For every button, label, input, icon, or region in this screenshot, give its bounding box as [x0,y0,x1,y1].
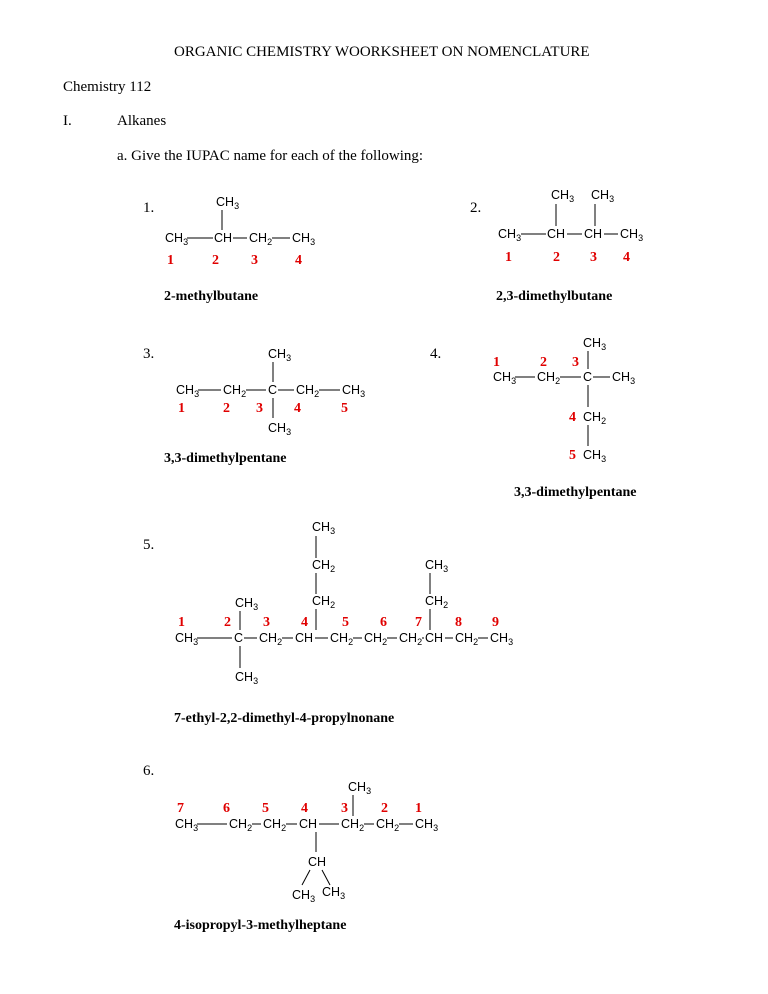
p6-ch3-isopropyl-right: $CH_3$ [322,885,346,901]
p4-num: 3 [572,355,579,370]
p1-ch3-c1: $CH_3$ [165,231,189,247]
p5-num: 7 [415,615,422,630]
p6-ch2-c5: $CH_2$ [263,817,287,833]
p1-ch3-branch: $CH_3$ [216,195,240,211]
p2-ch3-branch: $CH_3$ [551,188,575,204]
p5-num: 8 [455,615,462,630]
page-title: ORGANIC CHEMISTRY WOORKSHEET ON NOMENCLATURE [174,44,590,60]
structure-problem-1 [165,195,315,268]
p1-num: 3 [251,253,258,268]
p2-num: 3 [590,250,597,265]
p5-num: 2 [224,615,231,630]
p5-ch2-c6b: $CH_2$ [399,631,423,647]
p6-ch-isopropyl: CH [308,855,327,869]
p3-ch3-bottom: $CH_3$ [268,421,292,437]
structure-problem-4 [493,336,635,464]
problem-5-number: 5. [143,537,155,553]
p3-num: 3 [256,401,263,416]
p2-num: 2 [553,250,560,265]
p2-ch3-c4: $CH_3$ [620,227,644,243]
p3-num: 4 [294,401,301,416]
p5-num: 5 [342,615,349,630]
p1-num: 2 [212,253,219,268]
problem-2-number: 2. [470,200,482,216]
p5-ch2-c8: $CH_2$ [455,631,479,647]
p3-ch3-c1: $CH_3$ [176,383,200,399]
p5-ch-c4: CH [295,631,314,645]
problem-4-answer: 3,3-dimethylpentane [514,485,637,500]
p5-ch3-ethyl-2: $CH_3$ [425,558,449,574]
p5-ch3-c9: $CH_3$ [490,631,514,647]
p1-num: 1 [167,253,174,268]
p6-ch2-c6: $CH_2$ [229,817,253,833]
p5-num: 9 [492,615,499,630]
problem-2-answer: 2,3-dimethylbutane [496,289,613,304]
p5-ch2-ethyl-1: $CH_2$ [425,594,449,610]
p2-ch-c2: CH [547,227,566,241]
p2-ch3-c1: $CH_3$ [498,227,522,243]
p5-num: 3 [263,615,270,630]
p6-bond [302,870,310,885]
p2-num: 1 [505,250,512,265]
p6-ch3-methyl: $CH_3$ [348,780,372,796]
structure-problem-5 [175,520,513,686]
p6-num: 3 [341,801,348,816]
problem-5-answer: 7-ethyl-2,2-dimethyl-4-propylnonane [174,711,395,726]
part-a-instruction: a. Give the IUPAC name for each of the following: [117,148,424,164]
p6-ch-c4: CH [299,817,318,831]
p5-c-c2: C [234,631,244,645]
p3-c-c3: C [268,383,278,397]
p6-ch3-c7: $CH_3$ [175,817,199,833]
p5-ch3-propyl-3: $CH_3$ [312,520,336,536]
p5-ch2-c5: $CH_2$ [330,631,354,647]
p2-ch3-branch: $CH_3$ [591,188,615,204]
p1-ch2-c3: $CH_2$ [249,231,273,247]
p4-ch3-right: $CH_3$ [612,370,636,386]
p5-num: 6 [380,615,387,630]
problem-3-answer: 3,3-dimethylpentane [164,451,287,466]
p6-num: 7 [177,801,184,816]
p5-ch2-c3: $CH_2$ [259,631,283,647]
p4-num: 5 [569,448,576,463]
p4-ch3-c5: $CH_3$ [583,448,607,464]
p5-ch3-c2-bottom: $CH_3$ [235,670,259,686]
p3-ch2-c2: $CH_2$ [223,383,247,399]
problem-4-number: 4. [430,346,442,362]
p6-num: 6 [223,801,230,816]
p5-ch2-propyl-2: $CH_2$ [312,558,336,574]
p5-num: 1 [178,615,185,630]
p4-num: 2 [540,355,547,370]
structure-problem-2 [498,188,643,265]
section-title: Alkanes [117,113,167,129]
p4-c-c3: C [583,370,593,384]
p6-ch3-isopropyl-left: $CH_3$ [292,888,316,904]
p2-num: 4 [623,250,630,265]
p3-num: 1 [178,401,185,416]
problem-3-number: 3. [143,346,155,362]
p5-ch-c7: CH [425,631,444,645]
p5-ch3-c1: $CH_3$ [175,631,199,647]
p3-num: 2 [223,401,230,416]
p4-ch2-c2: $CH_2$ [537,370,561,386]
p3-ch2-c4: $CH_2$ [296,383,320,399]
p1-num: 4 [295,253,302,268]
p6-num: 1 [415,801,422,816]
p6-num: 4 [301,801,308,816]
p6-ch2-c3: $CH_2$ [341,817,365,833]
structure-problem-6 [175,780,438,904]
p4-ch2-c4: $CH_2$ [583,410,607,426]
p6-ch3-c1: $CH_3$ [415,817,439,833]
p1-ch-c2: CH [214,231,233,245]
problem-1-number: 1. [143,200,155,216]
p3-ch3-c5: $CH_3$ [342,383,366,399]
p1-ch3-c4: $CH_3$ [292,231,316,247]
p5-num: 4 [301,615,308,630]
p6-num: 2 [381,801,388,816]
p5-ch3-c2-top: $CH_3$ [235,596,259,612]
p3-ch3-top: $CH_3$ [268,347,292,363]
problem-1-answer: 2-methylbutane [164,289,259,304]
p6-num: 5 [262,801,269,816]
section-numeral: I. [63,113,72,129]
problem-6-answer: 4-isopropyl-3-methylheptane [174,918,347,933]
p2-ch-c3: CH [584,227,603,241]
p6-bond [322,870,330,885]
p3-num: 5 [341,401,348,416]
p4-num: 1 [493,355,500,370]
problem-6-number: 6. [143,763,155,779]
structure-problem-3 [176,347,365,437]
p6-ch2-c2: $CH_2$ [376,817,400,833]
p4-ch3-top: $CH_3$ [583,336,607,352]
p4-num: 4 [569,410,576,425]
course-label: Chemistry 112 [63,79,152,95]
p5-ch2-c6: $CH_2$ [364,631,388,647]
p5-ch2-propyl-1: $CH_2$ [312,594,336,610]
p4-ch3-c1: $CH_3$ [493,370,517,386]
